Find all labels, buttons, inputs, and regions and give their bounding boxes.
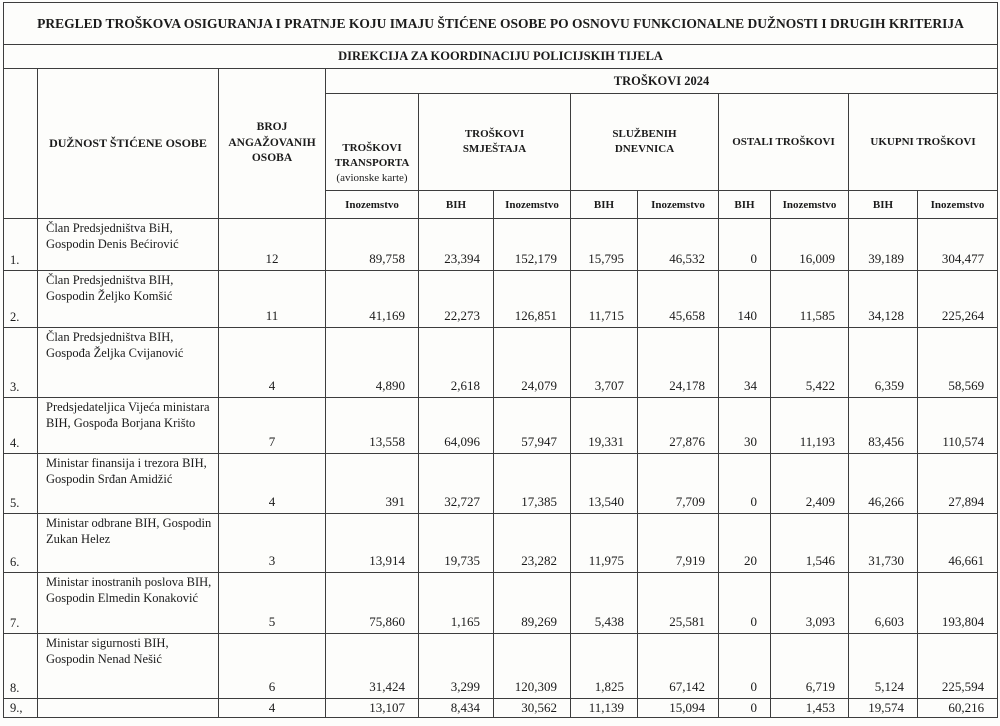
duty-cell: Član Predsjedništva BIH, Gospodin Željko Komšić [38, 271, 219, 328]
value-cell: 24,079 [494, 328, 571, 398]
table-row [4, 514, 998, 573]
year-header: TROŠKOVI 2024 [326, 69, 998, 94]
table-row [4, 271, 998, 328]
value-cell: 0 [719, 454, 771, 514]
value-cell: 8,434 [419, 699, 494, 718]
col-group-other: OSTALI TROŠKOVI [719, 94, 849, 191]
value-cell: 193,804 [918, 573, 998, 634]
value-cell: 11,193 [771, 398, 849, 454]
value-cell: 1,165 [419, 573, 494, 634]
value-cell: 11,715 [571, 271, 638, 328]
sub-header-ukupni-bih: BIH [849, 191, 918, 219]
value-cell: 46,661 [918, 514, 998, 573]
value-cell: 391 [326, 454, 419, 514]
duty-cell: Ministar finansija i trezora BIH, Gospodin Srđan Amidžić [38, 454, 219, 514]
value-cell: 5,422 [771, 328, 849, 398]
value-cell: 89,758 [326, 219, 419, 271]
value-cell: 16,009 [771, 219, 849, 271]
value-cell: 225,264 [918, 271, 998, 328]
value-cell: 13,107 [326, 699, 419, 718]
value-cell: 6,719 [771, 634, 849, 699]
count-cell: 12 [219, 219, 326, 271]
value-cell: 17,385 [494, 454, 571, 514]
count-cell: 4 [219, 454, 326, 514]
count-cell: 7 [219, 398, 326, 454]
value-cell: 22,273 [419, 271, 494, 328]
value-cell: 0 [719, 573, 771, 634]
sub-header-ostali-bih: BIH [719, 191, 771, 219]
value-cell: 83,456 [849, 398, 918, 454]
value-cell: 41,169 [326, 271, 419, 328]
sub-header-smjestaj-bih: BIH [419, 191, 494, 219]
sub-header-transport-inozemstvo: Inozemstvo [326, 191, 419, 219]
value-cell: 75,860 [326, 573, 419, 634]
value-cell: 31,424 [326, 634, 419, 699]
row-number: 4. [4, 398, 38, 454]
value-cell: 19,574 [849, 699, 918, 718]
table-subtitle: DIREKCIJA ZA KOORDINACIJU POLICIJSKIH TIJELA [4, 45, 998, 69]
value-cell: 6,359 [849, 328, 918, 398]
value-cell: 89,269 [494, 573, 571, 634]
sub-header-ukupni-inozemstvo: Inozemstvo [918, 191, 998, 219]
table-title: PREGLED TROŠKOVA OSIGURANJA I PRATNJE KOJU IMAJU ŠTIĆENE OSOBE PO OSNOVU FUNKCIONALNE DUŽNOSTI I DRUGIH KRITERIJA [4, 3, 998, 45]
sub-header-dnevnice-inozemstvo: Inozemstvo [638, 191, 719, 219]
value-cell: 23,394 [419, 219, 494, 271]
value-cell: 304,477 [918, 219, 998, 271]
count-cell: 4 [219, 328, 326, 398]
value-cell: 27,894 [918, 454, 998, 514]
value-cell: 30 [719, 398, 771, 454]
value-cell: 45,658 [638, 271, 719, 328]
value-cell: 31,730 [849, 514, 918, 573]
sub-header-ostali-inozemstvo: Inozemstvo [771, 191, 849, 219]
value-cell: 5,124 [849, 634, 918, 699]
value-cell: 34 [719, 328, 771, 398]
duty-cell: Član Predsjedništva BiH, Gospodin Denis Bećirović [38, 219, 219, 271]
value-cell: 20 [719, 514, 771, 573]
value-cell: 126,851 [494, 271, 571, 328]
row-number: 1. [4, 219, 38, 271]
row-number: 5. [4, 454, 38, 514]
value-cell: 25,581 [638, 573, 719, 634]
duty-cell: Ministar sigurnosti BIH, Gospodin Nenad Nešić [38, 634, 219, 699]
count-cell: 5 [219, 573, 326, 634]
duty-column-header: DUŽNOST ŠTIĆENE OSOBE [38, 69, 219, 219]
value-cell: 46,532 [638, 219, 719, 271]
value-cell: 1,453 [771, 699, 849, 718]
value-cell: 19,735 [419, 514, 494, 573]
row-number: 3. [4, 328, 38, 398]
value-cell: 57,947 [494, 398, 571, 454]
row-number: 9., [4, 699, 38, 718]
row-number: 6. [4, 514, 38, 573]
value-cell: 11,585 [771, 271, 849, 328]
cost-table [3, 2, 998, 718]
col-group-total: UKUPNI TROŠKOVI [849, 94, 998, 191]
value-cell: 11,975 [571, 514, 638, 573]
value-cell: 15,094 [638, 699, 719, 718]
row-number: 8. [4, 634, 38, 699]
value-cell: 27,876 [638, 398, 719, 454]
value-cell: 0 [719, 219, 771, 271]
value-cell: 13,540 [571, 454, 638, 514]
value-cell: 2,409 [771, 454, 849, 514]
value-cell: 39,189 [849, 219, 918, 271]
count-cell: 3 [219, 514, 326, 573]
duty-cell: Član Predsjedništva BIH, Gospođa Željka Cvijanović [38, 328, 219, 398]
value-cell: 15,795 [571, 219, 638, 271]
value-cell: 5,438 [571, 573, 638, 634]
value-cell: 3,093 [771, 573, 849, 634]
count-cell: 6 [219, 634, 326, 699]
transport-sublabel: (avionske karte) [336, 171, 408, 184]
value-cell: 34,128 [849, 271, 918, 328]
value-cell: 11,139 [571, 699, 638, 718]
count-cell: 11 [219, 271, 326, 328]
value-cell: 64,096 [419, 398, 494, 454]
count-column-header: BROJ ANGAŽOVANIH OSOBA [219, 69, 326, 219]
value-cell: 140 [719, 271, 771, 328]
value-cell: 152,179 [494, 219, 571, 271]
value-cell: 32,727 [419, 454, 494, 514]
value-cell: 225,594 [918, 634, 998, 699]
sub-header-smjestaj-inozemstvo: Inozemstvo [494, 191, 571, 219]
sub-header-dnevnice-bih: BIH [571, 191, 638, 219]
col-group-per-diem: SLUŽBENIH DNEVNICA [571, 94, 719, 191]
value-cell: 1,546 [771, 514, 849, 573]
table-row [4, 634, 998, 699]
value-cell: 13,558 [326, 398, 419, 454]
value-cell: 3,299 [419, 634, 494, 699]
table-header [4, 3, 998, 219]
value-cell: 0 [719, 634, 771, 699]
value-cell: 67,142 [638, 634, 719, 699]
value-cell: 0 [719, 699, 771, 718]
value-cell: 7,709 [638, 454, 719, 514]
value-cell: 4,890 [326, 328, 419, 398]
count-cell: 4 [219, 699, 326, 718]
row-number: 2. [4, 271, 38, 328]
col-group-accommodation: TROŠKOVI SMJEŠTAJA [419, 94, 571, 191]
value-cell: 23,282 [494, 514, 571, 573]
duty-cell: Predsjedateljica Vijeća ministara BIH, Gospođa Borjana Krišto [38, 398, 219, 454]
table-row [4, 454, 998, 514]
col-group-transport [326, 94, 419, 191]
table-row [4, 219, 998, 271]
value-cell: 46,266 [849, 454, 918, 514]
value-cell: 30,562 [494, 699, 571, 718]
table-body [4, 219, 998, 718]
row-number-column-header [4, 69, 38, 219]
value-cell: 24,178 [638, 328, 719, 398]
table-row [4, 398, 998, 454]
table-row [4, 573, 998, 634]
value-cell: 110,574 [918, 398, 998, 454]
value-cell: 7,919 [638, 514, 719, 573]
value-cell: 19,331 [571, 398, 638, 454]
value-cell: 13,914 [326, 514, 419, 573]
duty-cell: Ministar odbrane BIH, Gospodin Zukan Helez [38, 514, 219, 573]
value-cell: 2,618 [419, 328, 494, 398]
table-row [4, 699, 998, 718]
table-row [4, 328, 998, 398]
duty-cell [38, 699, 219, 718]
value-cell: 60,216 [918, 699, 998, 718]
value-cell: 58,569 [918, 328, 998, 398]
value-cell: 6,603 [849, 573, 918, 634]
transport-label: TROŠKOVI TRANSPORTA [334, 142, 410, 169]
value-cell: 1,825 [571, 634, 638, 699]
duty-cell: Ministar inostranih poslova BIH, Gospodin Elmedin Konaković [38, 573, 219, 634]
value-cell: 3,707 [571, 328, 638, 398]
row-number: 7. [4, 573, 38, 634]
value-cell: 120,309 [494, 634, 571, 699]
